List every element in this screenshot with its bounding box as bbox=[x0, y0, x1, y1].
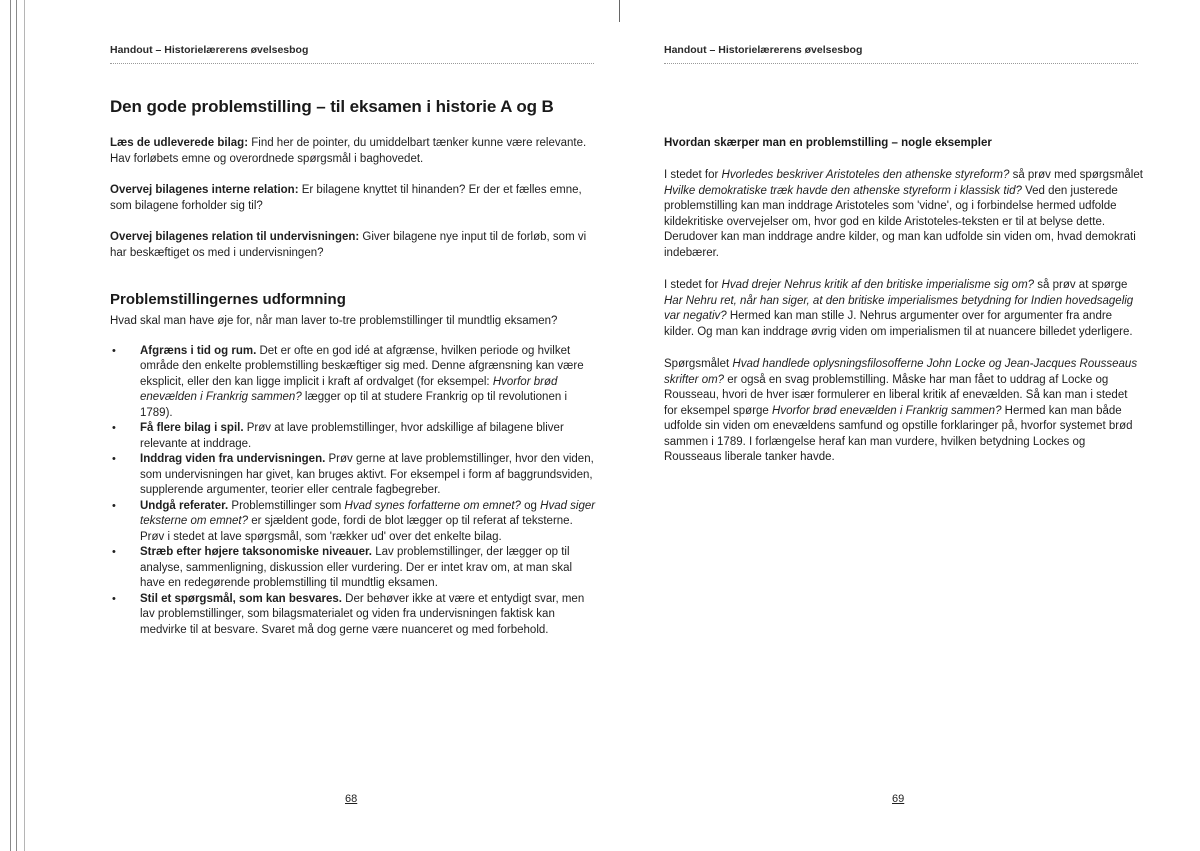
paragraph-italic: Hvorledes beskriver Aristoteles den athenske styreform? bbox=[721, 169, 1010, 181]
paragraph-text: så prøv med spørgsmålet bbox=[1009, 169, 1143, 181]
bullet-icon: • bbox=[112, 422, 116, 434]
item-text: Der behøver ikke at være et entydigt svar, men lav problemstillinger, som bilagsmaterialet og viden fra undervisningen faktisk kan medvirke til at besvare. Svaret må dog gerne være nuanceret og med forbehold. bbox=[140, 592, 585, 636]
intro-paragraph bbox=[110, 230, 600, 261]
item-lead: Stil et spørgsmål, som kan besvares. bbox=[140, 592, 342, 605]
example-paragraph bbox=[664, 168, 1144, 261]
paragraph-text: Spørgsmålet bbox=[664, 358, 733, 370]
right-page bbox=[622, 0, 1200, 851]
item-italic: Hvorfor brød enevælden i Frankrig sammen? bbox=[140, 375, 558, 403]
paragraph-italic: Har Nehru ret, når han siger, at den britiske imperialismes betydning for Indien hovedsagelig var negativ? bbox=[664, 294, 1134, 322]
paragraph-italic: Hvad handlede oplysningsfilosofferne John Locke og Jean-Jacques Rousseaus skrifter om? bbox=[664, 358, 1138, 386]
section-intro: Hvad skal man have øje for, når man laver to-tre problemstillinger til mundtlig eksamen? bbox=[110, 315, 558, 327]
running-head: Handout – Historielærerens øvelsesbog bbox=[664, 44, 863, 56]
left-page bbox=[22, 0, 612, 851]
item-italic: Hvad synes forfatterne om emnet? bbox=[344, 499, 521, 512]
paragraph-text: Er bilagene knyttet til hinanden? Er der et fælles emne, som bilagene forholder sig til? bbox=[110, 184, 582, 212]
paragraph-text: I stedet for bbox=[664, 169, 722, 181]
item-text: og bbox=[520, 499, 541, 512]
bullet-icon: • bbox=[112, 344, 116, 357]
item-text: Problemstillinger som bbox=[228, 499, 345, 512]
running-head: Handout – Historielærerens øvelsesbog bbox=[110, 44, 309, 56]
item-lead: Afgræns i tid og rum. bbox=[140, 344, 257, 357]
bullet-icon: • bbox=[112, 453, 116, 465]
list-item bbox=[110, 421, 600, 452]
item-text: Prøv at lave problemstillinger, hvor adskillige af bilagene bliver relevante at inddrage. bbox=[140, 422, 564, 450]
paragraph-text: Giver bilagene nye input til de forløb, som vi har beskæftiget os med i undervisningen? bbox=[110, 231, 587, 259]
list-item bbox=[110, 499, 600, 546]
list-item bbox=[110, 452, 600, 499]
paragraph-text: er også en svag problemstilling. Måske har man fået to uddrag af Locke og Rousseau, hvori de hver især formulerer en liberal kritik af enevælden. Så kan man i stedet for eksempel spørge bbox=[664, 373, 1128, 417]
item-lead: Få flere bilag i spil. bbox=[140, 422, 244, 434]
section-heading: Problemstillingernes udformning bbox=[110, 291, 346, 308]
page-title: Den gode problemstilling – til eksamen i historie A og B bbox=[110, 97, 554, 116]
section-heading: Hvordan skærper man en problemstilling – nogle eksempler bbox=[664, 137, 992, 149]
paragraph-italic: Hvilke demokratiske træk havde den athenske styreform i klassisk tid? bbox=[664, 184, 1022, 197]
page-number: 68 bbox=[345, 793, 358, 805]
paragraph-text: I stedet for bbox=[664, 279, 722, 291]
list-item bbox=[110, 592, 600, 639]
item-lead: Stræb efter højere taksonomiske niveauer. bbox=[140, 546, 373, 558]
item-italic: Hvad siger teksterne om emnet? bbox=[140, 499, 596, 527]
page-edge-line bbox=[10, 0, 11, 851]
item-text: er sjældent gode, fordi de blot lægger op til referat af teksterne. Prøv i stedet at lave spørgsmål, som 'rækker ud' over det enkelte bilag. bbox=[140, 515, 573, 543]
page-number: 69 bbox=[892, 793, 905, 805]
paragraph-text: så prøv at spørge bbox=[1034, 279, 1128, 291]
paragraph-text: Find her de pointer, du umiddelbart tænker kunne være relevante. Hav forløbets emne og overordnede spørgsmål i baghovedet. bbox=[110, 137, 587, 165]
bullet-icon: • bbox=[112, 499, 116, 512]
paragraph-lead: Læs de udleverede bilag: bbox=[110, 137, 249, 149]
intro-paragraph bbox=[110, 136, 600, 167]
paragraph-italic: Hvad drejer Nehrus kritik af den britiske imperialisme sig om? bbox=[721, 279, 1035, 291]
item-text: Det er ofte en god idé at afgrænse, hvilken periode og hvilket område den enkelte problemstilling beskæftiger sig med. Denne afgrænsning kan være eksplicit, eller den kan ligge implicit i kraft af ordvalget (for eksempel: bbox=[140, 344, 584, 388]
intro-paragraph bbox=[110, 183, 600, 214]
list-item bbox=[110, 545, 600, 592]
dotted-rule bbox=[664, 63, 1138, 64]
list-item bbox=[110, 344, 600, 422]
example-paragraph bbox=[664, 278, 1144, 340]
paragraph-lead: Overvej bilagenes relation til undervisningen: bbox=[110, 231, 360, 243]
bullet-icon: • bbox=[112, 546, 116, 558]
bullet-icon: • bbox=[112, 592, 116, 605]
dotted-rule bbox=[110, 63, 594, 64]
example-paragraph bbox=[664, 357, 1144, 466]
item-lead: Undgå referater. bbox=[140, 499, 229, 512]
paragraph-text: Ved den justerede problemstilling kan man inddrage Aristoteles som 'vidne', og i forbindelse hermed udfolde kildekritiske overvejelser om, hvor god en kilde Aristoteles-teksten er til at belyse dette. Derudover kan man inddrage andre kilder, og man kan udfolde sin viden om, hvad demokrati indebærer. bbox=[664, 184, 1136, 259]
paragraph-lead: Overvej bilagenes interne relation: bbox=[110, 184, 299, 196]
bullet-list bbox=[110, 344, 600, 639]
page-edge-line bbox=[16, 0, 17, 851]
paragraph-text: Hermed kan man stille J. Nehrus argumenter over for argumenter fra andre kilder. Og man kan inddrage øvrig viden om imperialismen til at nuancere billedet yderligere. bbox=[664, 310, 1133, 338]
gutter-mark bbox=[619, 0, 620, 22]
item-lead: Inddrag viden fra undervisningen. bbox=[140, 453, 326, 465]
paragraph-text: Hermed kan man både udfolde sin viden om enevældens samfund og opstille forklaringer på, hvorfor systemet brød sammen i 1789. I forlængelse heraf kan man vurdere, hvilken betydning Lockes og Rousseaus liberale tanker havde. bbox=[664, 404, 1133, 463]
item-text: lægger op til at studere Frankrig op til revolutionen i 1789). bbox=[140, 391, 567, 419]
item-text: Lav problemstillinger, der lægger op til analyse, sammenligning, diskussion eller vurdering. Der er intet krav om, at man skal have en redegørende problemstilling til mundtlig eksamen. bbox=[140, 546, 573, 589]
item-text: Prøv gerne at lave problemstillinger, hvor den viden, som undervisningen har givet, kan bruges aktivt. For eksempel i form af baggrundsviden, supplerende argumenter, teorier eller centrale fagbegreber. bbox=[140, 453, 594, 496]
paragraph-italic: Hvorfor brød enevælden i Frankrig sammen? bbox=[772, 404, 1002, 417]
